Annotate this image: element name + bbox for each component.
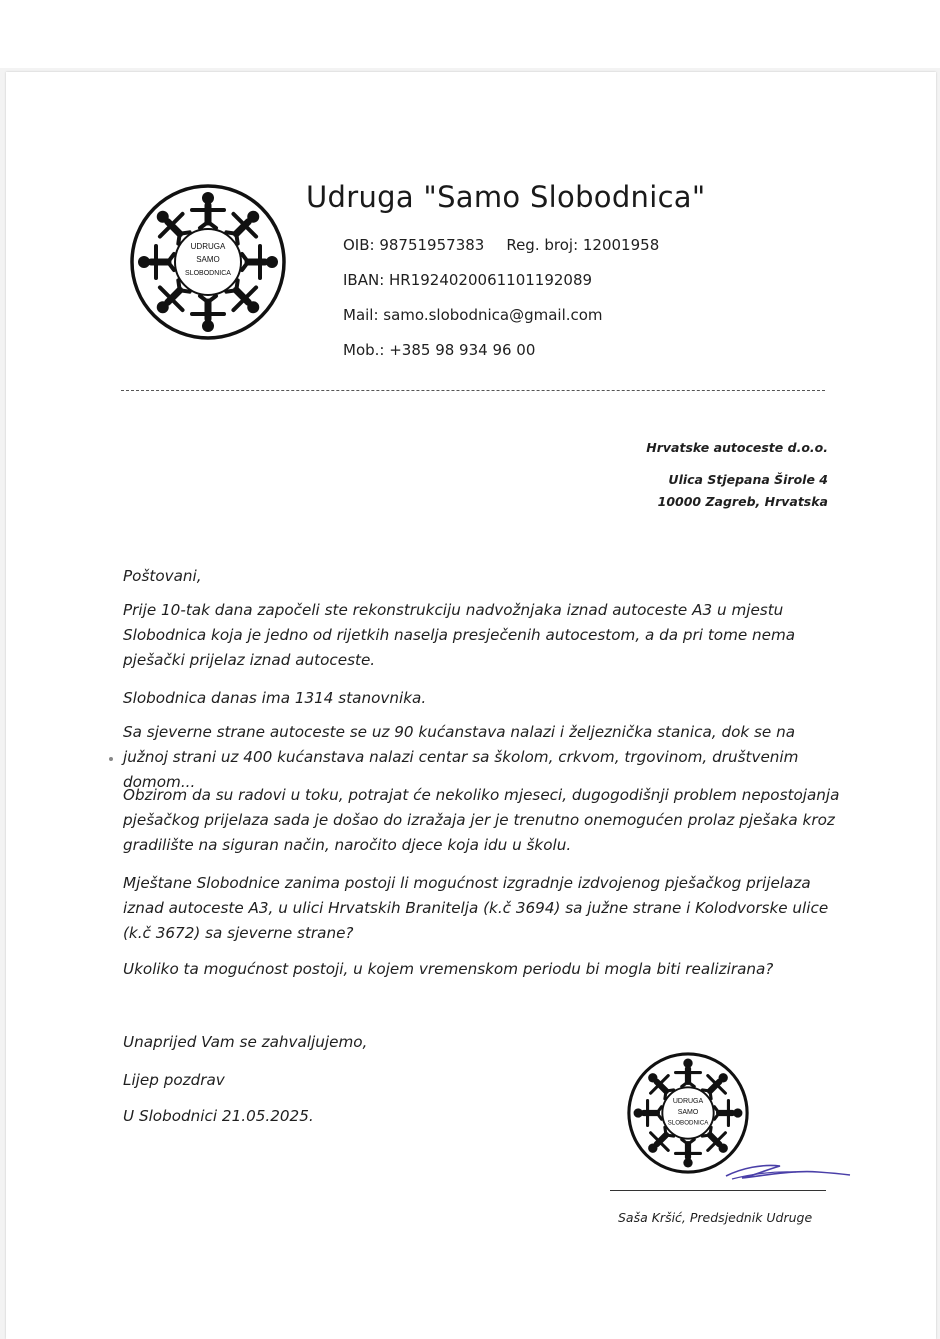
organization-logo bbox=[118, 182, 298, 342]
recipient-street: Ulica Stjepana Širole 4 bbox=[668, 472, 828, 487]
recipient-city: 10000 Zagreb, Hrvatska bbox=[657, 494, 828, 509]
paragraph-6: Ukoliko ta mogućnost postoji, u kojem vremenskom periodu bi mogla biti realizirana? bbox=[123, 960, 774, 978]
recipient-name: Hrvatske autoceste d.o.o. bbox=[646, 440, 828, 455]
top-band bbox=[0, 0, 940, 68]
logo-text-line3: SLOBODNICA bbox=[185, 270, 231, 277]
header-divider bbox=[121, 390, 825, 391]
phone-line: Mob.: +385 98 934 96 00 bbox=[343, 341, 536, 359]
salutation: Poštovani, bbox=[123, 567, 202, 585]
signer-name: Saša Kršić, Predsjednik Udruge bbox=[618, 1210, 813, 1225]
organization-name: Udruga "Samo Slobodnica" bbox=[306, 180, 706, 214]
signature-line bbox=[610, 1190, 826, 1191]
paragraph-3: Sa sjeverne strane autoceste se uz 90 kućanstava nalazi i željeznička stanica, dok se na južnoj strani uz 400 kućanstava nalazi centar sa školom, crkvom, trgovinom, društvenim domom... bbox=[123, 723, 799, 791]
registration-number: Reg. broj: 12001958 bbox=[506, 236, 660, 254]
closing-regards: Lijep pozdrav bbox=[123, 1071, 225, 1089]
letter-page bbox=[6, 72, 936, 1339]
place-and-date: U Slobodnici 21.05.2025. bbox=[123, 1107, 314, 1125]
handwritten-signature bbox=[722, 1154, 852, 1184]
paragraph-5: Mještane Slobodnice zanima postoji li mogućnost izgradnje izdvojenog pješačkog prijelaza iznad autoceste A3, u ulici Hrvatskih Branitelja (k.č 3694) sa južne strane i Kolodvorske ulice (k.č 3672) sa sjeverne strane? bbox=[123, 874, 829, 942]
oib-number: OIB: 98751957383 bbox=[343, 236, 485, 254]
logo-text-line2: SAMO bbox=[196, 255, 220, 264]
paragraph-1: Prije 10-tak dana započeli ste rekonstrukciju nadvožnjaka iznad autoceste A3 u mjestu Slobodnica koja je jedno od rijetkih naselja presječenih autocestom, a da pri tome nema pješački prijelaz iznad autoceste. bbox=[123, 601, 796, 669]
stamp-text-line3: SLOBODNICA bbox=[667, 1119, 709, 1127]
stamp-text-line1: UDRUGA bbox=[672, 1097, 704, 1105]
logo-text-line1: UDRUGA bbox=[190, 242, 226, 251]
paragraph-2: Slobodnica danas ima 1314 stanovnika. bbox=[123, 689, 427, 707]
iban-line: IBAN: HR1924020061101192089 bbox=[343, 271, 593, 289]
margin-mark bbox=[109, 757, 113, 761]
stamp-text-line2: SAMO bbox=[677, 1108, 699, 1116]
mail-line: Mail: samo.slobodnica@gmail.com bbox=[343, 306, 603, 324]
closing-thanks: Unaprijed Vam se zahvaljujemo, bbox=[123, 1033, 368, 1051]
paragraph-4: Obzirom da su radovi u toku, potrajat će nekoliko mjeseci, dugogodišnji problem nepostojanja pješačkog prijelaza sada je došao do izražaja jer je trenutno onemogućen prolaz pješaka kroz gradilište na siguran način, naročito djece koja idu u školu. bbox=[123, 786, 840, 854]
registration-line bbox=[343, 236, 659, 254]
